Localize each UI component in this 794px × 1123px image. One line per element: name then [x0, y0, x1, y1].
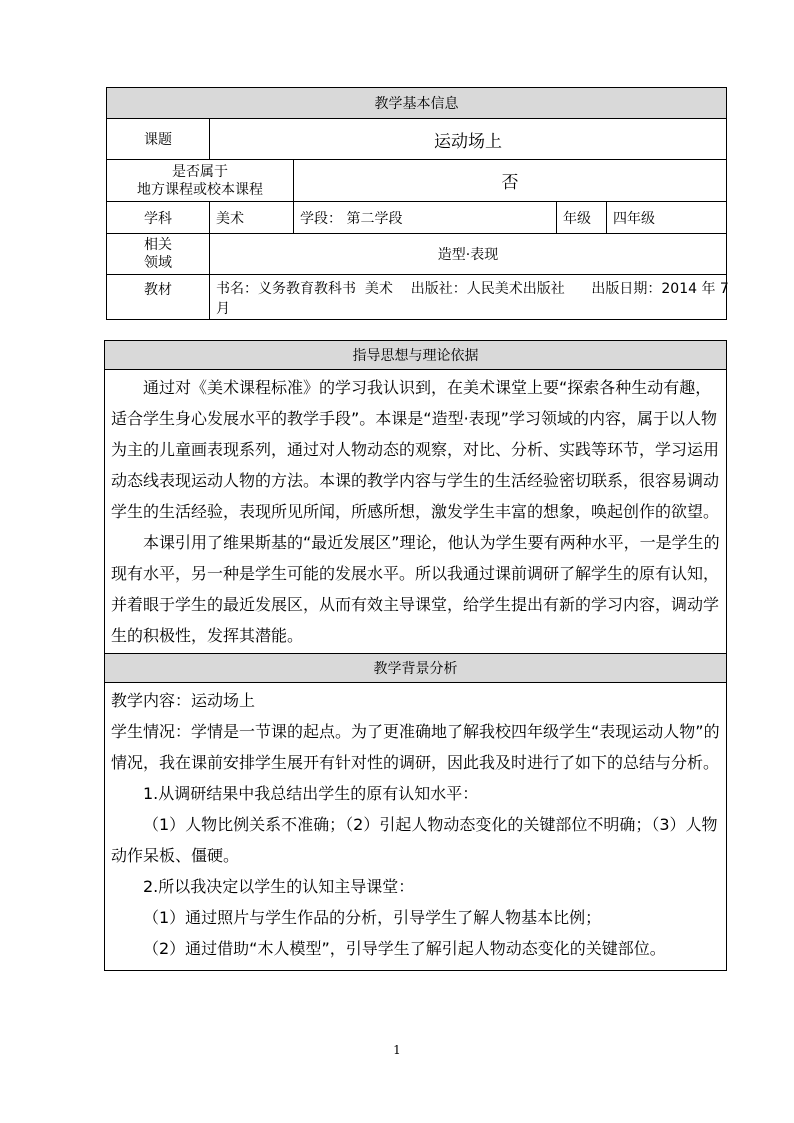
teaching-content-line: 教学内容：运动场上: [111, 691, 256, 710]
decision-2-a: （1）通过照片与学生作品的分析，引导学生了解人物基本比例；: [143, 908, 602, 927]
basic-info-header: 教学基本信息: [107, 88, 727, 119]
grade-value: 四年级: [607, 202, 727, 234]
field-label-line1: 相关: [144, 237, 172, 253]
guide-paragraph-1: 通过对《美术课程标准》的学习我认识到，在美术课堂上要“探索各种生动有趣，适合学生身心发展水平的教学手段”。本课是“造型·表现”学习领域的内容，属于以人物为主的儿童画表现系列，通过对人物动态的观察，对比、分析、实践等环节，学习运用动态线表现运动人物的方法。本课的教学内容与学生的生活经验密切联系，很容易调动学生的生活经验，表现所见所闻，所感所想，激发学生丰富的想象，唤起创作的欲望。: [111, 378, 720, 521]
subject-label: 学科: [107, 202, 210, 234]
basic-info-table: [106, 87, 727, 320]
local-course-value: 否: [294, 160, 727, 202]
analysis-table: [104, 340, 727, 971]
stage-value: 第二学段: [346, 210, 403, 227]
stage-label: 学段：: [300, 210, 342, 227]
decision-2-b: （2）通过借助“木人模型”，引导学生了解引起人物动态变化的关键部位。: [143, 939, 666, 958]
textbook-value-line2: 月: [216, 301, 230, 317]
finding-1: 1.从调研结果中我总结出学生的原有认知水平：: [143, 784, 479, 803]
local-course-label-line2: 地方课程或校本课程: [137, 181, 263, 198]
topic-value: 运动场上: [210, 119, 727, 160]
student-situation: 学生情况：学情是一节课的起点。为了更准确地了解我校四年级学生“表现运动人物”的情况，我在课前安排学生展开有针对性的调研，因此我及时进行了如下的总结与分析。: [111, 722, 720, 772]
field-label: [107, 234, 210, 275]
topic-label: 课题: [107, 119, 210, 160]
background-header: 教学背景分析: [105, 654, 727, 683]
local-course-label-line1: 是否属于: [172, 163, 228, 180]
finding-1-detail: （1）人物比例关系不准确；（2）引起人物动态变化的关键部位不明确；（3）人物动作呆板、僵硬。: [111, 815, 718, 865]
textbook-value: [210, 275, 727, 320]
textbook-value-line1: 书名：义务教育教科书 美术 出版社：人民美术出版社 出版日期：2014 年 7: [216, 281, 729, 297]
guide-content: [105, 370, 727, 654]
stage-cell: [294, 202, 557, 234]
subject-value: 美术: [210, 202, 294, 234]
textbook-label: 教材: [107, 275, 210, 320]
background-content: [105, 683, 727, 971]
field-label-line2: 领域: [144, 255, 172, 271]
guide-header: 指导思想与理论依据: [105, 341, 727, 370]
guide-paragraph-2: 本课引用了维果斯基的“最近发展区”理论，他认为学生要有两种水平，一是学生的现有水平，另一种是学生可能的发展水平。所以我通过课前调研了解学生的原有认知，并着眼于学生的最近发展区，从而有效主导课堂，给学生提出有新的学习内容，调动学生的积极性，发挥其潜能。: [111, 533, 720, 645]
decision-2: 2.所以我决定以学生的认知主导课堂：: [143, 877, 415, 896]
local-course-label: [107, 160, 294, 202]
field-value: 造型·表现: [210, 234, 727, 275]
page-number: 1: [393, 1043, 401, 1057]
grade-label: 年级: [557, 202, 607, 234]
